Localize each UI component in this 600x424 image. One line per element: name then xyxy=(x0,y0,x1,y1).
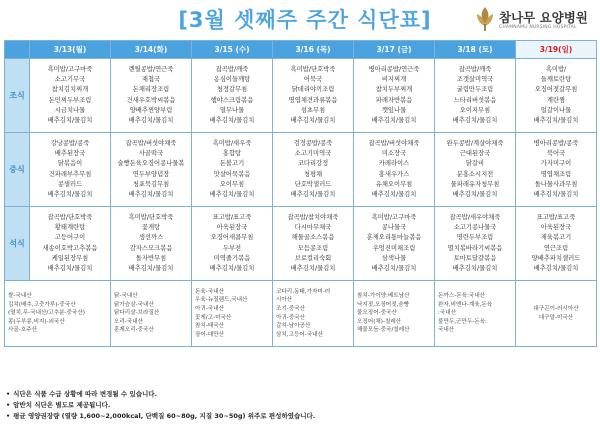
origin-item: 김치(배추,고춧가루)-중국산 xyxy=(8,301,76,308)
notes xyxy=(6,389,596,422)
origin-item: 아귀-국내산 xyxy=(195,305,225,312)
menu-item: 분홍소시지전 xyxy=(456,170,494,178)
origin-cell xyxy=(5,281,111,347)
menu-cell xyxy=(192,59,273,133)
menu-item: 콩샐러드 xyxy=(57,180,83,188)
menu-item: 배추김치/물김치 xyxy=(209,190,255,198)
menu-item: 배추김치/물김치 xyxy=(47,264,93,272)
menu-item: 흑미밥/ xyxy=(545,66,567,74)
menu-item: 배추김치/물김치 xyxy=(47,190,93,198)
menu-item: 근대된장국 xyxy=(459,150,491,158)
origin-item: 돈까스-돈육:국내산 xyxy=(438,292,486,299)
menu-item: 표고밥/표고죽 xyxy=(536,214,576,222)
menu-item: 검정콩밥/콩죽 xyxy=(293,140,333,148)
menu-item: 홍합탕 xyxy=(222,150,242,158)
date-header: 3/18 (토) xyxy=(435,41,516,59)
menu-item: 해물골소스볶음 xyxy=(291,234,335,242)
menu-item: 삼색나물 xyxy=(381,254,407,262)
menu-item: 카레라이스 xyxy=(378,160,410,168)
menu-item: 흑미밥/단호박죽 xyxy=(128,214,174,222)
origin-item: 닭다리살-브라질산 xyxy=(114,310,160,317)
origin-item: 콩(두부콩,비지)-외국산 xyxy=(8,318,65,325)
origin-cell xyxy=(111,281,192,347)
menu-item: 아욱된장국 xyxy=(540,224,572,232)
page-header xyxy=(0,0,600,40)
menu-item: 배추김치/물김치 xyxy=(533,264,579,272)
origin-item: 완자,비엔나-계육,돈육 xyxy=(438,301,493,308)
menu-item: 두부전 xyxy=(222,244,242,252)
menu-item: 감자스모크볶음 xyxy=(129,244,173,252)
menu-item: 명엽채조림 xyxy=(540,170,572,178)
menu-item: 옹심이들깨탕 xyxy=(213,76,251,84)
menu-item: 배추김치/물김치 xyxy=(290,116,336,124)
menu-item: 미역줄기볶음 xyxy=(213,254,251,262)
menu-item: 배추김치/물김치 xyxy=(128,190,174,198)
menu-cell xyxy=(435,133,516,207)
menu-item: 섬초무침 xyxy=(300,106,326,114)
menu-cell xyxy=(192,207,273,281)
note-text: 평균 영양권장량 (열량 1,600~2,000kcal, 단백질 60~80g, 지질 30~50g) 위주로 편성하였습니다. xyxy=(13,412,316,420)
menu-item: 멸치볶바라기씨볶음 xyxy=(447,244,503,252)
menu-item: 참치두부찌개 xyxy=(375,86,413,94)
menu-item: 제육볶고기 xyxy=(540,234,572,242)
menu-item: 유채오이무침 xyxy=(375,180,413,188)
menu-item: 잡곡밥/깨죽 xyxy=(215,66,249,74)
menu-item: 오이무침 xyxy=(219,180,245,188)
origin-cell xyxy=(516,281,597,347)
date-header: 3/15 (수) xyxy=(192,41,273,59)
menu-cell xyxy=(354,133,435,207)
menu-item: 들깨토란탕 xyxy=(540,76,572,84)
menu-item: 배추김치/물김치 xyxy=(209,116,255,124)
meal-table xyxy=(4,40,597,347)
menu-item: 오징어새콤무침 xyxy=(210,234,254,242)
origin-row xyxy=(5,281,597,347)
menu-cell xyxy=(516,133,597,207)
meal-label: 조식 xyxy=(5,59,30,133)
menu-item: 배추김치/물김치 xyxy=(452,264,498,272)
logo-name: 참나무 요양병원 xyxy=(499,10,588,25)
note-text: 암반치 식단은 별도로 제공됩니다. xyxy=(13,401,111,409)
origin-item: 물오징어-중국산 xyxy=(357,310,397,317)
menu-item: 물파래유자청무침 xyxy=(450,180,500,188)
menu-item: 배추김치/물김치 xyxy=(452,116,498,124)
menu-cell xyxy=(435,59,516,133)
menu-item: 참치김치찌개 xyxy=(51,86,89,94)
menu-item: 연근조림 xyxy=(543,244,569,252)
menu-item: 흑미밥/단호박죽 xyxy=(290,66,336,74)
header-corner xyxy=(5,41,30,59)
menu-item: 명란두부조림 xyxy=(456,234,494,242)
menu-cell xyxy=(516,59,597,133)
origin-item: (멸치,무-국내산/고추분-중국산) xyxy=(8,310,85,317)
menu-item: 닭볶음이 xyxy=(57,160,83,168)
menu-item: 명엽채견과류볶음 xyxy=(288,96,338,104)
meal-label: 석식 xyxy=(5,207,30,281)
menu-item: 잡곡밥/참치야채죽 xyxy=(287,214,339,222)
menu-item: 오이지무침 xyxy=(459,106,491,114)
origin-cell xyxy=(192,281,273,347)
menu-item: 고등어구이 xyxy=(54,234,86,242)
origin-item: 대구알-미국산 xyxy=(538,314,574,321)
date-header: 3/16 (목) xyxy=(273,41,354,59)
menu-item: 잡곡밥/버섯야채죽 xyxy=(368,140,420,148)
menu-item: 브로컬리숙회 xyxy=(294,254,332,262)
origin-item: 오리-국내산 xyxy=(114,318,144,325)
menu-item: 아욱된장국 xyxy=(216,224,248,232)
date-header: 3/14(화) xyxy=(111,41,192,59)
menu-item: 건새우호박씨볶음 xyxy=(126,96,176,104)
menu-cell xyxy=(273,133,354,207)
menu-item: 훈제오리통마늘볶음 xyxy=(366,234,422,242)
menu-item: 잡곡밥/버섯야채죽 xyxy=(125,140,177,148)
menu-cell xyxy=(354,207,435,281)
origin-item: 닭-국내산 xyxy=(114,292,138,299)
origin-cell xyxy=(435,281,516,347)
menu-item: 홍새우가스 xyxy=(378,170,410,178)
menu-item: 잡곡밥/단호박죽 xyxy=(47,214,93,222)
origin-item: 오징어(채)-칠레산 xyxy=(357,318,402,325)
menu-item: 시금치나물 xyxy=(54,106,86,114)
menu-item: 배추김치/물김치 xyxy=(128,264,174,272)
origin-item: 돈육-국내산 xyxy=(195,288,225,295)
origin-item: 꽃게/고-미국산 xyxy=(195,314,232,321)
menu-item: 새송이호박고추볶음 xyxy=(42,244,98,252)
menu-item: 소고기미역국 xyxy=(294,150,332,158)
origin-item: 쌀-국내산 xyxy=(8,292,32,299)
origin-item: :국내산 xyxy=(438,310,457,317)
menu-item: 돈민찌두부조림 xyxy=(48,96,92,104)
menu-item: 배추김치/물김치 xyxy=(209,264,255,272)
menu-item: 흑미밥/고구마죽 xyxy=(371,214,417,222)
menu-item: 병아리콩밥/연근죽 xyxy=(368,66,420,74)
logo-subtitle: CHAMNAMU NURSING HOSPITAL xyxy=(499,25,577,30)
origin-item: 조기-중국산 xyxy=(276,305,306,312)
menu-item: 콩나물국 xyxy=(381,224,407,232)
menu-item: 닭갈비 xyxy=(465,160,485,168)
menu-item: 닭데리야끼조림 xyxy=(291,86,335,94)
menu-item: 열무나물 xyxy=(219,106,245,114)
bullet-icon: • xyxy=(6,412,11,420)
origin-item: 참치-가이양:베트남산 xyxy=(357,292,410,299)
menu-item: 오징어젓갈무침 xyxy=(534,86,578,94)
menu-item: 토마토달걀볶음 xyxy=(453,254,497,262)
origin-item: 갈치-남아공산 xyxy=(276,323,311,330)
meal-label: 중식 xyxy=(5,133,30,207)
origin-item: 시아산 xyxy=(276,297,293,304)
bullet-icon: • xyxy=(6,401,11,409)
menu-item: 사골떡국 xyxy=(138,150,164,158)
origin-item: 사골-호주산 xyxy=(8,327,38,334)
leaf-logo-icon xyxy=(474,6,496,32)
menu-cell xyxy=(273,59,354,133)
menu-item: 북어국 xyxy=(546,150,566,158)
menu-item: 파래자반볶음 xyxy=(375,96,413,104)
menu-cell xyxy=(111,59,192,133)
menu-item: 조갯살미역국 xyxy=(456,76,494,84)
menu-cell xyxy=(30,59,111,133)
menu-item: 모듬콩조림 xyxy=(297,244,329,252)
menu-item: 느타리버섯볶음 xyxy=(453,96,497,104)
menu-item: 술빵돈육오징어콩나물볶 xyxy=(117,160,185,168)
date-header: 3/17 (금) xyxy=(354,41,435,59)
page-title: [3월 셋째주 주간 식단표] xyxy=(178,8,432,32)
origin-item: 우육-뉴질랜드,국내산 xyxy=(195,297,248,304)
origin-item: 해물모듬-중국/칠레산 xyxy=(357,327,410,334)
menu-item: 케일된장무침 xyxy=(51,254,89,262)
origin-cell xyxy=(273,281,354,347)
origin-cell xyxy=(354,281,435,347)
origin-item: 코다리,동태,가자미-러 xyxy=(276,288,331,295)
menu-item: 돈채리장조림 xyxy=(132,86,170,94)
menu-cell xyxy=(192,133,273,207)
origin-item: 대구곤이-러시아산 xyxy=(533,305,579,312)
note-text: 식단은 식품 수급 상황에 따라 변경될 수 있습니다. xyxy=(13,390,158,398)
menu-cell xyxy=(111,133,192,207)
origin-item: 장어-대만산 xyxy=(195,331,225,338)
origin-item: 참치-태국산 xyxy=(195,323,225,330)
menu-item: 우엉진미채조림 xyxy=(372,244,416,252)
origin-item: 훈제오리-중국산 xyxy=(114,327,154,334)
menu-item: 재첩국 xyxy=(141,76,161,84)
menu-item: 얼갈이나물 xyxy=(540,106,572,114)
menu-item: 흑미밥/고구마죽 xyxy=(47,66,93,74)
origin-item: 아귀-중국산 xyxy=(276,314,306,321)
menu-item: 꽃게탕 xyxy=(141,224,161,232)
menu-item: 계란찜 xyxy=(546,96,566,104)
menu-item: 배추된장국 xyxy=(54,150,86,158)
origin-item: 닭가슴살-국내산 xyxy=(114,301,154,308)
date-header: 3/19(일) xyxy=(516,41,597,59)
note-line xyxy=(6,400,596,411)
menu-item: 청평채 xyxy=(303,170,323,178)
menu-item: 소고기무국 xyxy=(54,76,86,84)
menu-item: 연두부양념장 xyxy=(132,170,170,178)
menu-item: 배추김치/물김치 xyxy=(290,190,336,198)
menu-item: 가자미구이 xyxy=(540,160,572,168)
menu-cell xyxy=(30,133,111,207)
menu-item: 돈볼고기 xyxy=(219,160,245,168)
menu-item: 배추김치/물김치 xyxy=(371,116,417,124)
menu-item: 깻잎나물 xyxy=(381,106,407,114)
menu-item: 병아리콩밥/콩죽 xyxy=(533,140,579,148)
menu-item: 돌나물사과무침 xyxy=(534,180,578,188)
menu-cell xyxy=(435,207,516,281)
hospital-logo xyxy=(474,6,594,36)
menu-cell xyxy=(273,207,354,281)
menu-cell xyxy=(111,207,192,281)
menu-item: 잡곡밥/깨죽 xyxy=(458,66,492,74)
menu-item: 렌틸콩밥/연근죽 xyxy=(128,66,174,74)
menu-item: 배추김치/물김치 xyxy=(371,264,417,272)
note-line xyxy=(6,389,596,400)
meal-row xyxy=(5,133,597,207)
menu-item: 햄야스크림볶음 xyxy=(210,96,254,104)
menu-item: 미소장국 xyxy=(381,150,407,158)
origin-item: 국내산 xyxy=(438,327,455,334)
menu-item: 단호박샐러드 xyxy=(294,180,332,188)
menu-item: 돌자반무침 xyxy=(135,254,167,262)
date-header-row xyxy=(5,41,597,59)
origin-item: 불만두,군만두-돈육: xyxy=(438,318,487,325)
note-line xyxy=(6,411,596,422)
date-header: 3/13(월) xyxy=(30,41,111,59)
menu-item: 양배추찐양부림 xyxy=(129,106,173,114)
menu-item: 배추김치/물김치 xyxy=(452,190,498,198)
menu-cell xyxy=(516,207,597,281)
menu-item: 맛살어묵볶음 xyxy=(213,170,251,178)
menu-item: 배추김치/물김치 xyxy=(533,116,579,124)
menu-item: 배추김치/물김치 xyxy=(371,190,417,198)
menu-item: 배추김치/물김치 xyxy=(128,116,174,124)
menu-item: 생선까스 xyxy=(138,234,164,242)
menu-item: 황태계란탕 xyxy=(54,224,86,232)
menu-cell xyxy=(354,59,435,133)
menu-item: 양배추파치샐러드 xyxy=(531,254,581,262)
menu-cell xyxy=(30,207,111,281)
menu-item: 배추김치/물김치 xyxy=(290,264,336,272)
bullet-icon: • xyxy=(6,390,11,398)
menu-item: 다시마무채국 xyxy=(294,224,332,232)
menu-item: 코다리강정 xyxy=(297,160,329,168)
menu-item: 흑미밥/새우죽 xyxy=(212,140,252,148)
menu-item: 잡곡밥/새우야채죽 xyxy=(449,214,501,222)
menu-item: 배추김치/물김치 xyxy=(533,190,579,198)
menu-item: 강낭콩밥/콩죽 xyxy=(50,140,90,148)
menu-item: 어묵국 xyxy=(303,76,323,84)
menu-item: 소고기콩나물국 xyxy=(453,224,497,232)
menu-item: 굴림만두조림 xyxy=(456,86,494,94)
origin-item: 낙지젓,오징어젓,숟빵 xyxy=(357,301,410,308)
origin-item: 삼치,고등어-국내산 xyxy=(276,331,324,338)
menu-item: 배추김치/물김치 xyxy=(47,116,93,124)
menu-item: 청포묵김무침 xyxy=(132,180,170,188)
menu-item: 비지찌개 xyxy=(381,76,407,84)
menu-item: 건파래부추무침 xyxy=(48,170,92,178)
menu-item: 완두콩밥/계살야채죽 xyxy=(446,140,504,148)
meal-row xyxy=(5,59,597,133)
menu-item: 표고밥/표고죽 xyxy=(212,214,252,222)
meal-row xyxy=(5,207,597,281)
menu-item: 청정갈무침 xyxy=(216,86,248,94)
